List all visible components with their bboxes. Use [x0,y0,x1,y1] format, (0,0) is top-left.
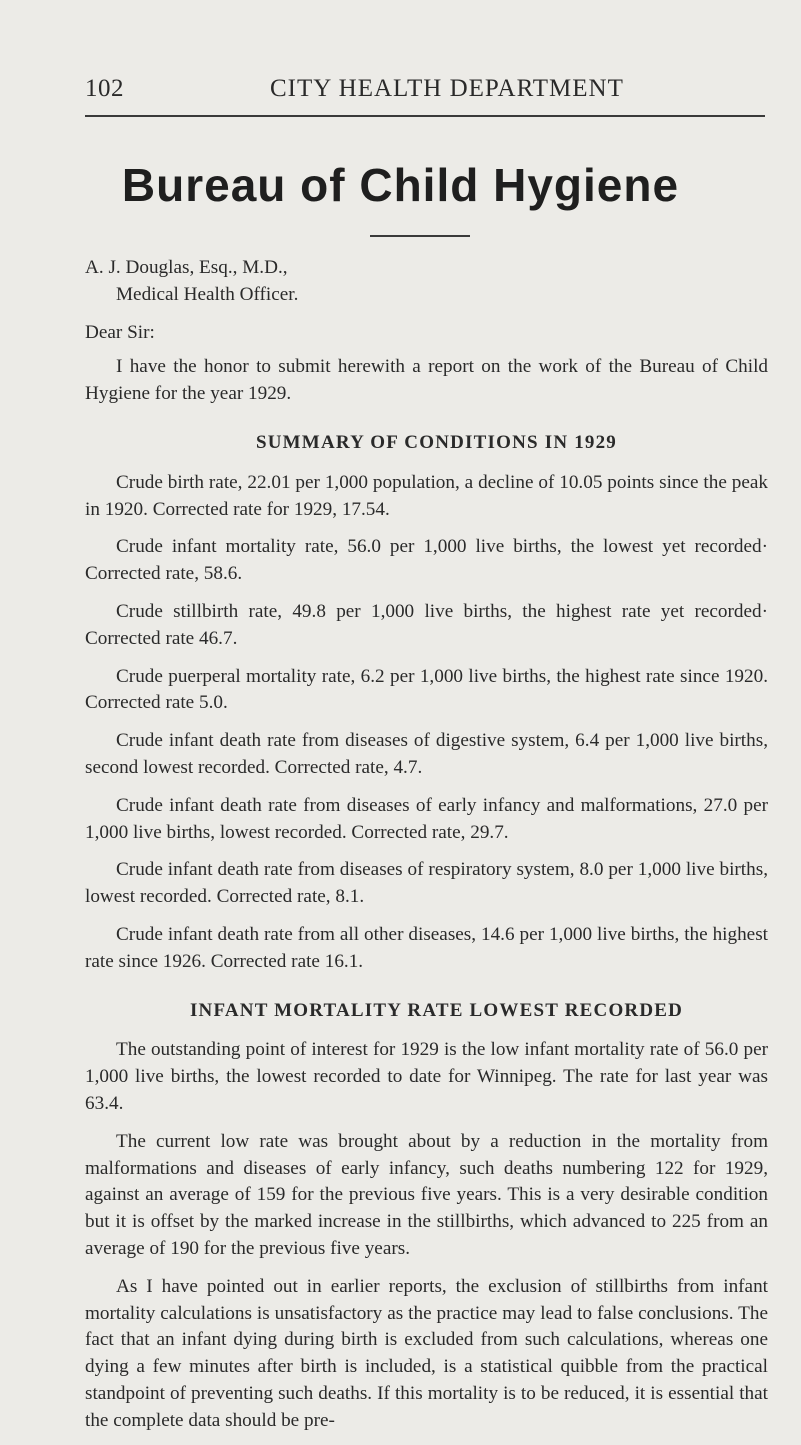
summary-paragraph: Crude infant death rate from diseases of early infancy and malformations, 27.0 per 1,000 live births, lowest recorded. Corrected rate, 29.7. [85,794,768,843]
letter-body [85,255,768,1445]
running-head: CITY HEALTH DEPARTMENT [270,75,624,102]
intro-paragraph: I have the honor to submit herewith a report on the work of the Bureau of Child Hygiene for the year 1929. [85,356,768,405]
page-header [85,75,765,117]
summary-paragraph: Crude puerperal mortality rate, 6.2 per 1,000 live births, the highest rate since 1920. Corrected rate 5.0. [85,665,768,714]
addressee-title: Medical Health Officer. [116,283,299,305]
summary-heading: SUMMARY OF CONDITIONS IN 1929 [255,431,617,453]
page-number: 102 [85,75,124,102]
summary-paragraph: Crude infant death rate from diseases of respiratory system, 8.0 per 1,000 live births, lowest recorded. Corrected rate, 8.1. [85,859,768,908]
summary-paragraph: Crude birth rate, 22.01 per 1,000 population, a decline of 10.05 points since the peak in 1920. Corrected rate for 1929, 17.54. [85,471,768,520]
infant-paragraph: The current low rate was brought about by a reduction in the mortality from malformations and diseases of early infancy, such deaths numbering 122 for 1929, against an average of 159 for the previous five years. This is a very desirable condition but it is offset by the marked increase in the stillbirths, which advanced to 225 from an average of 190 for the previous five years. [85,1130,768,1259]
infant-mortality-heading: INFANT MORTALITY RATE LOWEST RECORDED [189,999,684,1021]
page-title: Bureau of Child Hygiene [121,159,680,211]
summary-paragraph: Crude infant death rate from diseases of digestive system, 6.4 per 1,000 live births, second lowest recorded. Corrected rate, 4.7. [85,730,768,778]
infant-paragraph: The outstanding point of interest for 1929 is the low infant mortality rate of 56.0 per 1,000 live births, the lowest recorded to date for Winnipeg. The rate for last year was 63.4. [85,1039,768,1114]
addressee-name: A. J. Douglas, Esq., M.D., [85,257,288,278]
summary-paragraph: Crude stillbirth rate, 49.8 per 1,000 live births, the highest rate yet recorded· Corrected rate 46.7. [85,600,768,649]
summary-paragraph: Crude infant mortality rate, 56.0 per 1,000 live births, the lowest yet recorded· Corrected rate, 58.6. [85,536,768,585]
infant-paragraph: As I have pointed out in earlier reports, the exclusion of stillbirths from infant mortality calculations is unsatisfactory as the practice may lead to false conclusions. The fact that an infant dying during birth is excluded from such calculations, whereas one dying a few minutes after birth is included, is a statistical quibble from the practical standpoint of preventing such deaths. If this mortality is to be reduced, it is essential that the complete data should be pre- [85,1275,768,1431]
summary-paragraph: Crude infant death rate from all other diseases, 14.6 per 1,000 live births, the highest rate since 1926. Corrected rate 16.1. [85,923,768,972]
salutation: Dear Sir: [85,321,155,343]
title-divider [370,235,470,237]
